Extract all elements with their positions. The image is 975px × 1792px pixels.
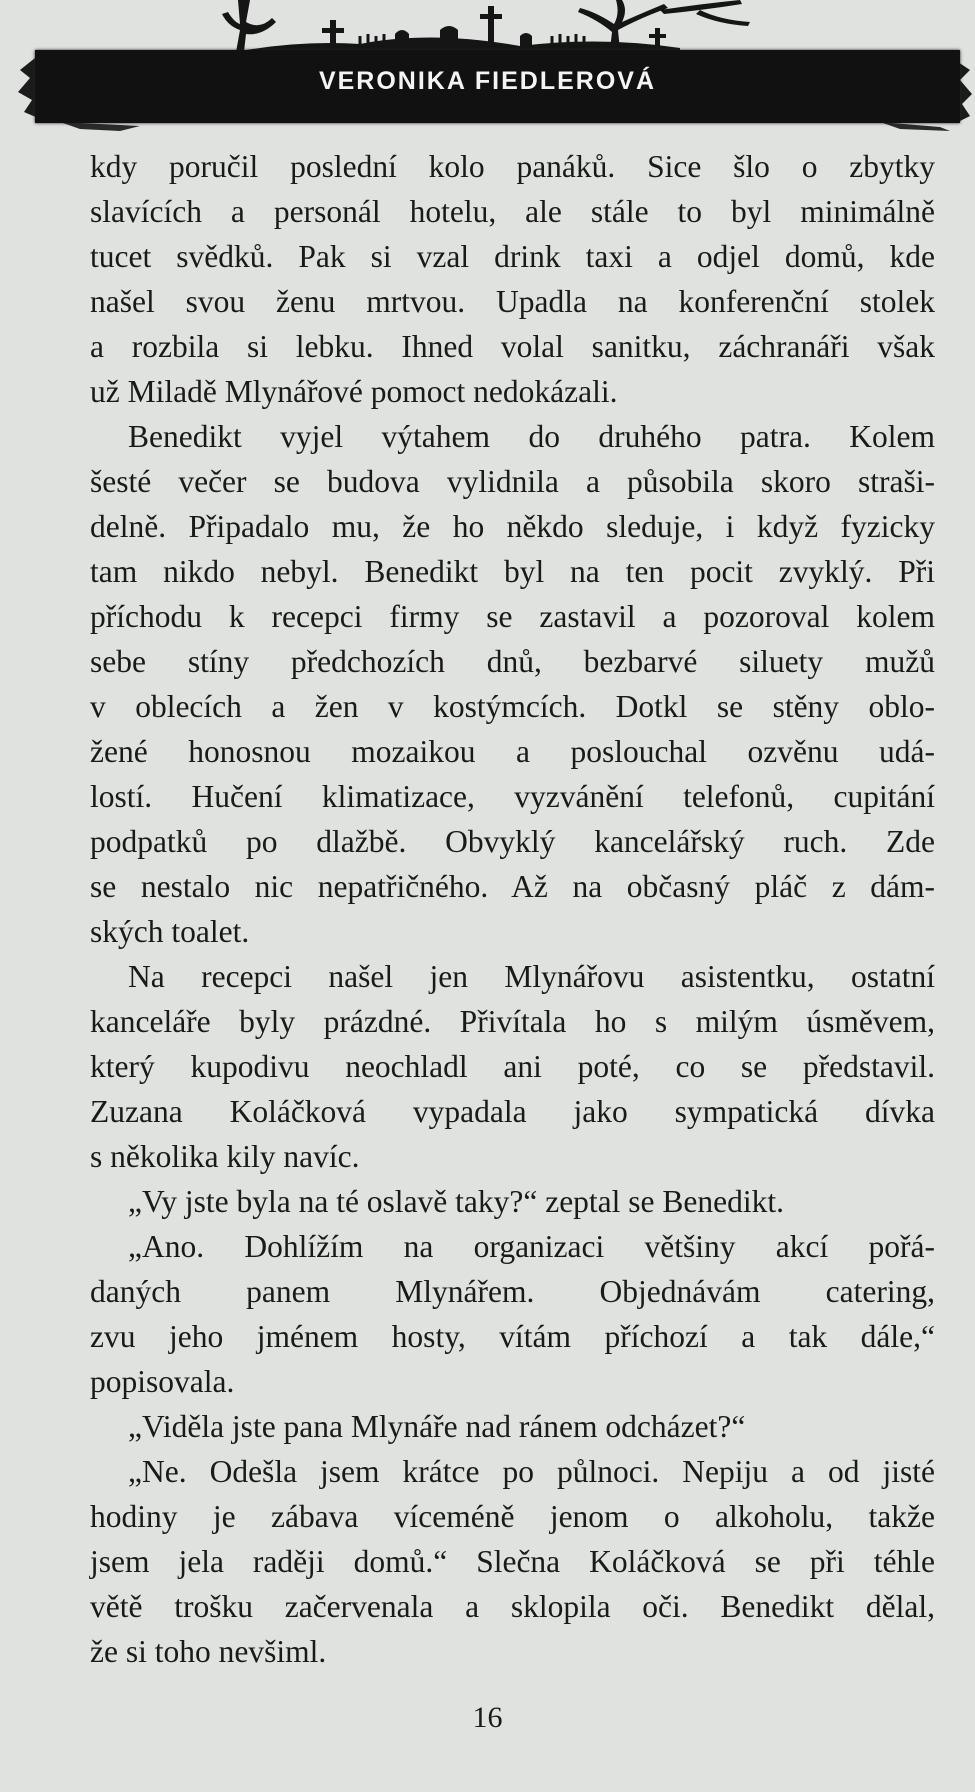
text-line: se nestalo nic nepatřičného. Až na občasný pláč z dám- [90,869,935,904]
text-line: Benedikt vyjel výtahem do druhého patra. Kolem [128,419,935,454]
text-line: našel svou ženu mrtvou. Upadla na konferenční stolek [90,284,935,319]
text-line: delně. Připadalo mu, že ho někdo sleduje, i když fyzicky [90,509,935,544]
running-header-author: VERONIKA FIEDLEROVÁ [318,67,657,95]
text-line: který kupodivu neochladl ani poté, co se představil. [90,1049,935,1084]
text-line: v oblecích a žen v kostýmcích. Dotkl se stěny oblo- [90,689,935,724]
text-line: „Ano. Dohlížím na organizaci většiny akcí pořá- [128,1229,935,1264]
text-line: sebe stíny předchozích dnů, bezbarvé siluety mužů [90,644,935,679]
text-line: kanceláře byly prázdné. Přivítala ho s milým úsměvem, [90,1004,935,1039]
text-line: „Viděla jste pana Mlynáře nad ránem odcházet?“ [128,1409,746,1444]
text-line: jsem jela raději domů.“ Slečna Koláčková se při téhle [90,1544,935,1579]
page-number: 16 [472,1701,503,1734]
text-line: ských toalet. [90,914,250,949]
text-line: podpatků po dlažbě. Obvyklý kancelářský ruch. Zde [90,824,935,859]
text-line: příchodu k recepci firmy se zastavil a pozoroval kolem [90,599,935,634]
paragraph [90,954,935,1179]
text-line: „Ne. Odešla jsem krátce po půlnoci. Nepiju a od jisté [128,1454,935,1489]
text-line: zvu jeho jménem hosty, vítám příchozí a tak dále,“ [90,1319,935,1354]
paragraph [90,1179,935,1224]
text-line: žené honosnou mozaikou a poslouchal ozvěnu udá- [90,734,935,769]
text-line: tucet svědků. Pak si vzal drink taxi a odjel domů, kde [90,239,935,274]
text-line: Zuzana Koláčková vypadala jako sympatická dívka [90,1094,935,1129]
text-line: kdy poručil poslední kolo panáků. Sice šlo o zbytky [90,149,935,184]
text-line: šesté večer se budova vylidnila a působila skoro straši- [90,464,935,499]
text-line: daných panem Mlynářem. Objednávám catering, [90,1274,935,1309]
page-body-text [90,144,935,1674]
text-line: lostí. Hučení klimatizace, vyzvánění telefonů, cupitání [90,779,935,814]
text-line: s několika kily navíc. [90,1139,360,1174]
text-line: a rozbila si lebku. Ihned volal sanitku, záchranáři však [90,329,935,364]
text-line: tam nikdo nebyl. Benedikt byl na ten pocit zvyklý. Při [90,554,935,589]
paragraph [90,1449,935,1674]
text-line: Na recepci našel jen Mlynářovu asistentku, ostatní [128,959,935,994]
paragraph [90,414,935,954]
paragraph [90,1404,935,1449]
text-line: větě trošku začervenala a sklopila oči. Benedikt dělal, [90,1589,935,1624]
text-line: že si toho nevšiml. [90,1634,327,1669]
text-line: hodiny je zábava víceméně jenom o alkoholu, takže [90,1499,935,1534]
text-line: popisovala. [90,1364,235,1399]
text-line: už Miladě Mlynářové pomoct nedokázali. [90,374,618,409]
text-line: slavících a personál hotelu, ale stále to byl minimálně [90,194,935,229]
running-header [0,0,975,135]
paragraph [90,1224,935,1404]
text-line: „Vy jste byla na té oslavě taky?“ zeptal se Benedikt. [128,1184,785,1219]
paragraph [90,144,935,414]
